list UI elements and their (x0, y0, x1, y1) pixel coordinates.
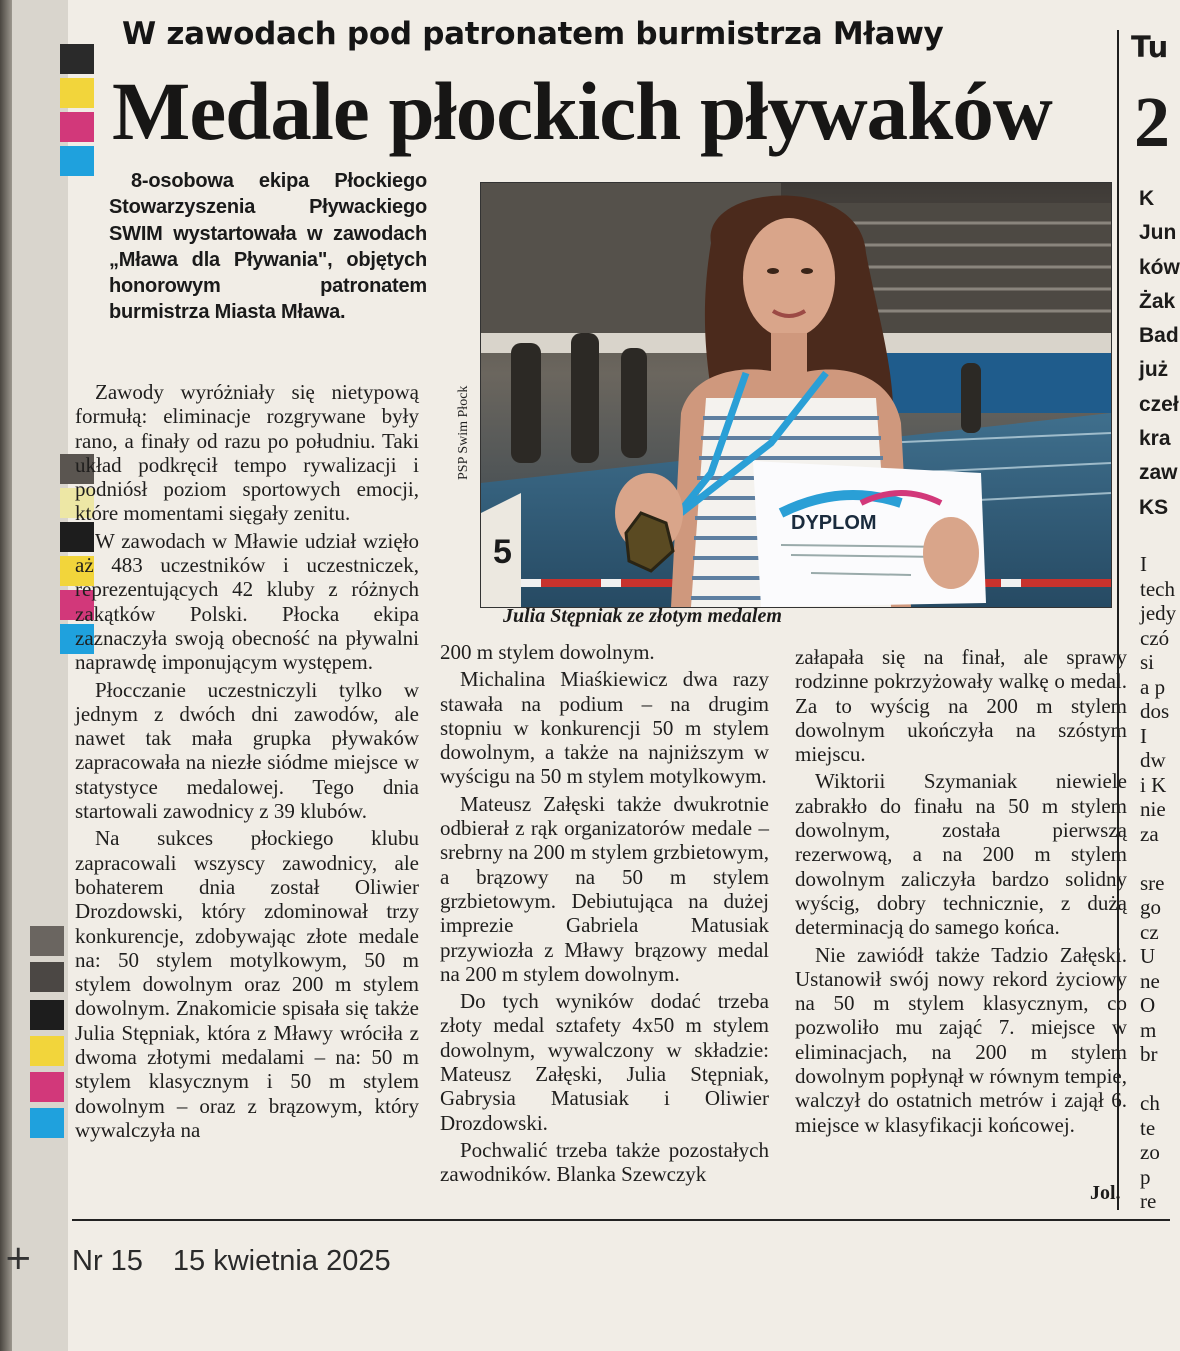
body-column-2 (440, 640, 769, 1190)
neighbor-body-line: jedy (1140, 601, 1177, 625)
paragraph: Na sukces płockiego klubu zapracowali wszyscy zawodnicy, ale bohaterem dnia został Oliwier Drozdowski, który zdominował trzy konkurencje, zdobywając złote medale na: 50 stylem motylkowym, 50 m stylem dowolnym oraz 200 m stylem dowolnym. Znakomicie spisała się także Julia Stępniak, która z Mławy wróciła z dwoma złotymi medalami – na: 50 m stylem klasycznym i 50 m stylem dowolnym – oraz z brązowym, który wywalczyła na (75, 826, 419, 1142)
neighbor-body-line: go (1140, 895, 1161, 919)
author-signature: Jol. (1090, 1182, 1121, 1204)
neighbor-body-line: ch (1140, 1091, 1160, 1115)
neighbor-body-line: p (1140, 1164, 1151, 1189)
article-kicker: W zawodach pod patronatem burmistrza Mławy (122, 16, 944, 52)
neighbor-body-line: m (1140, 1017, 1157, 1042)
page-binding-shadow (0, 0, 12, 1351)
swatch-yellow (60, 78, 94, 108)
neighbor-body-line: re (1140, 1189, 1157, 1213)
article-photo (480, 182, 1112, 608)
neighbor-lead-line: już (1139, 358, 1169, 382)
neighbor-body-line: te (1140, 1115, 1156, 1140)
neighbor-body-line: za (1140, 821, 1159, 846)
paragraph: załapała się na finał, ale sprawy rodzinne pokrzyżowały walkę o medal. Za to wyścig na 200 m stylem dowolnym ukończyła na szóstym miejscu. (795, 645, 1127, 767)
neighbor-body-line (1140, 846, 1170, 871)
paragraph: Wiktorii Szymaniak niewiele zabrakło do finału na 50 m stylem dowolnym, została pierwszą rezerwową, a na 200 m stylem dowolnym zaliczyła bardzo solidny wyścig, dobry technicznie, z dużą determinacją do samego końca. (795, 769, 1127, 940)
neighbor-body-line: O (1140, 993, 1156, 1017)
body-column-3 (795, 645, 1127, 1140)
neighbor-body-line: sre (1140, 870, 1165, 895)
swatch-black (30, 1000, 64, 1030)
paragraph: Michalina Miaśkiewicz dwa razy stawała na podium – na drugim stopniu w konkurencji 50 m stylem dowolnym, a także na najniższym w wyścigu na 50 m stylem motylkowym. (440, 667, 769, 789)
footer-rule (72, 1219, 1170, 1221)
neighbor-lead-line: K (1139, 187, 1155, 210)
neighbor-lead-line: Żak (1139, 289, 1176, 313)
neighbor-lead (1139, 182, 1179, 525)
paragraph: 200 m stylem dowolnym. (440, 640, 655, 664)
diploma-text: DYPLOM (791, 512, 877, 534)
neighbor-lead-line: Jun (1139, 221, 1177, 245)
paragraph: Mateusz Załęski także dwukrotnie odbierał z rąk organizatorów medale – srebrny na 200 m stylem grzbietowym, a brązowy na 50 m stylem grzbietowym. Debiutująca na dużej imprezie Gabriela Matusiak przywiozła z Mławy brązowy medal na 200 m stylem dowolnym. (440, 791, 769, 986)
article-headline: Medale płockich pływaków (112, 65, 1052, 157)
neighbor-body-line: dw (1140, 748, 1166, 772)
neighbor-body-line: czó (1140, 625, 1170, 650)
neighbor-body-line: cz (1140, 919, 1159, 944)
swatch-gray (30, 962, 64, 992)
paragraph: Do tych wyników dodać trzeba złoty medal sztafety 4x50 m stylem dowolnym, wywalczony w składzie: Mateusz Załęski, Julia Stępniak, Gabrysia Matusiak i Oliwier Drozdowski. (440, 989, 769, 1135)
neighbor-body-line: dos (1140, 699, 1170, 723)
photo-illustration (481, 183, 1111, 607)
neighbor-body-line: i K (1140, 772, 1167, 797)
neighbor-body-line: tech (1140, 576, 1175, 601)
neighbor-lead-line: kra (1139, 427, 1171, 451)
neighbor-headline: 2 (1134, 82, 1170, 162)
swatch-magenta (60, 112, 94, 142)
swatch-magenta (30, 1072, 64, 1102)
issue-date: 15 kwietnia 2025 (172, 1245, 391, 1277)
paragraph: Płocczanie uczestniczyli tylko w jednym z dwóch dni zawodów, ale nawet tak mała grupka pływaków zapracowała na niezłe siódme miejsce w statystyce medalowej. Tego dnia startowali zawodnicy z 39 klubów. (75, 677, 419, 824)
body-column-1 (75, 380, 419, 1145)
neighbor-body-line: U (1140, 944, 1156, 968)
swatch-black (60, 44, 94, 74)
neighbor-body-line: zo (1140, 1140, 1160, 1164)
registration-mark-icon: + (4, 1238, 33, 1278)
swatch-cyan (30, 1108, 64, 1138)
neighbor-body-line: I (1140, 723, 1147, 748)
issue-number: Nr 15 (72, 1245, 143, 1277)
swatch-gray (30, 926, 64, 956)
paragraph: Zawody wyróżniały się nietypową formułą: eliminacje rozgrywane były rano, a finały od razu po południu. Taki układ podkręcił tempo rywalizacji i podniósł poziom sportowych emocji, które momentami sięgały zenitu. (75, 380, 419, 526)
neighbor-body-line: ne (1140, 968, 1160, 993)
neighbor-lead-line: KS (1139, 495, 1169, 519)
neighbor-body-line: si (1140, 650, 1155, 674)
neighbor-body (1140, 552, 1177, 1214)
page-footer (72, 1245, 421, 1278)
article-lead: 8-osobowa ekipa Płockiego Stowarzyszenia Pływackiego SWIM wystartowała w zawodach „Mława dla Pływania", objętych honorowym patronatem burmistrza Miasta Mława. (109, 170, 427, 324)
neighbor-body-line: nie (1140, 797, 1166, 821)
neighbor-body-line: br (1140, 1042, 1158, 1066)
neighbor-lead-line: zaw (1139, 461, 1178, 485)
photo-credit: PSP Swim Płock (456, 385, 471, 480)
paragraph: Nie zawiódł także Tadzio Załęski. Ustanowił swój nowy rekord życiowy na 50 m stylem klasycznym, co pozwoliło mu zająć 7. miejsce w eliminacjach, na 200 m stylem dowolnym popłynął w równym tempie, walczył do ostatnich metrów i zajął 6. miejsce w klasyfikacji końcowej. (795, 942, 1127, 1137)
neighbor-lead-line: ków (1139, 255, 1180, 279)
neighbor-title: Tu (1131, 30, 1169, 64)
photo-caption: Julia Stępniak ze złotym medalem (503, 605, 782, 627)
swatch-cyan (60, 146, 94, 176)
neighbor-lead-line: czeł (1139, 392, 1179, 416)
paragraph: W zawodach w Mławie udział wzięło aż 483 uczestników i uczestniczek, reprezentujących 42 kluby z różnych zakątków Polski. Płocka ekipa zaznaczyła swoją obecność na pływalni naprawdę imponującym występem. (75, 528, 419, 675)
neighbor-lead-line: Bad (1139, 324, 1179, 348)
lane-number: 5 (493, 533, 512, 571)
neighbor-body-line (1140, 1067, 1170, 1092)
swatch-yellow (30, 1036, 64, 1066)
paragraph: Pochwalić trzeba także pozostałych zawodników. Blanka Szewczyk (440, 1137, 769, 1187)
neighbor-body-line: a p (1140, 674, 1166, 699)
neighbor-body-line: I (1140, 552, 1147, 576)
